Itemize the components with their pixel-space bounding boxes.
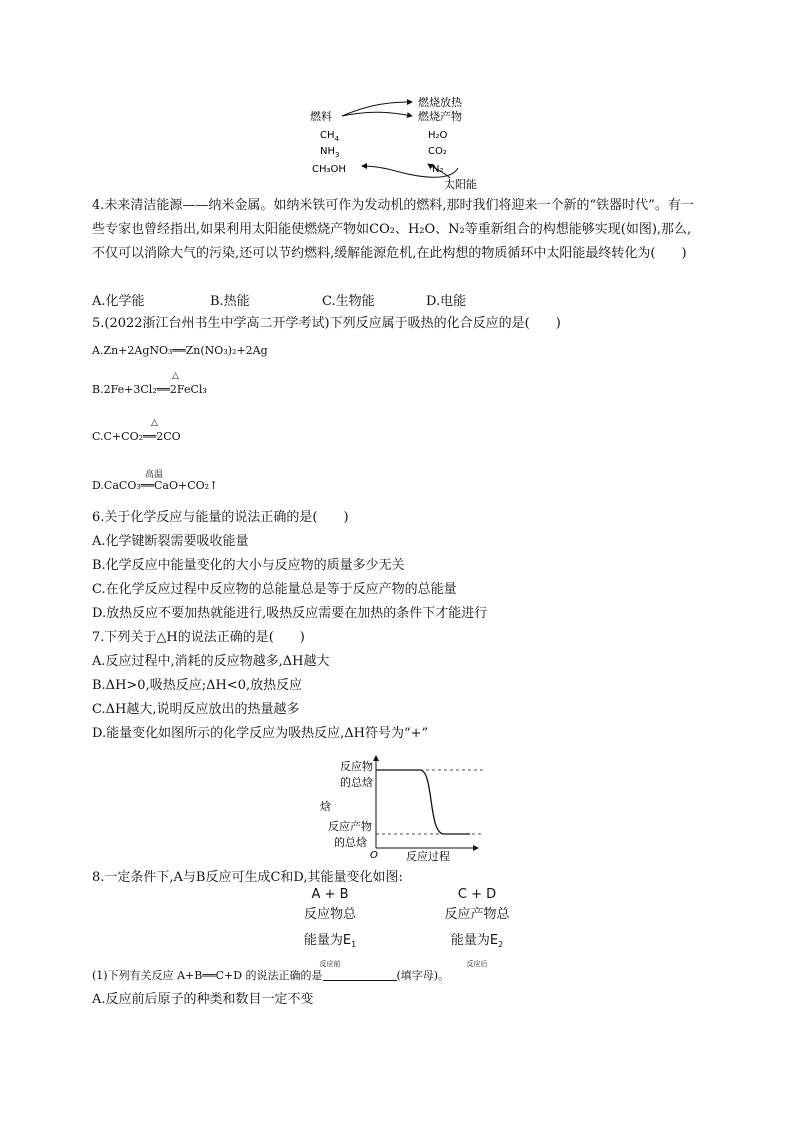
q8-sub1-suffix: (填字母)。 <box>396 969 450 982</box>
q6-option-a[interactable]: A.化学键断裂需要吸收能量 <box>92 534 249 549</box>
question-4: 4.未来清洁能源——纳米金属。如纳米铁可作为发动机的燃料,那时我们将迎来一个新的“铁器时代”。有一些专家也曾经指出,如果利用太阳能使燃烧产物如CO₂、H₂O、N₂等重新组合的构想能够实现(如图),那么,不仅可以消除大气的污染,还可以节约燃料,缓解能源危机,在此构想的物质循环中太阳能最终转化为( ) <box>92 198 694 261</box>
label-ch4: $CH_4$ <box>320 130 339 143</box>
fuel-cycle-figure <box>300 92 500 194</box>
reactant-line1: 反应物总 <box>303 907 356 922</box>
reactant-tag: 反应前 <box>319 960 341 968</box>
q7-option-c[interactable]: C.ΔH越大,说明反应放出的热量越多 <box>92 702 300 717</box>
arrow-to-fuel <box>362 166 458 177</box>
product-label-2: 的总焓 <box>334 836 367 849</box>
label-heat: 燃烧放热 <box>418 96 462 109</box>
label-nh3: $NH_3$ <box>320 146 340 159</box>
reactant-line2: 能量为$E_1$ <box>303 933 357 949</box>
q7-option-b[interactable]: B.ΔH>0,吸热反应;ΔH<0,放热反应 <box>92 678 303 693</box>
q8-sub1-blank[interactable] <box>323 968 397 981</box>
label-n2: N₂ <box>432 164 444 175</box>
q8-sub1-option-a[interactable]: A.反应前后原子的种类和数目一定不变 <box>92 992 314 1007</box>
product-label-1: 反应产物 <box>328 820 372 833</box>
q6-option-c[interactable]: C.在化学反应过程中反应物的总能量总是等于反应产物的总能量 <box>92 582 457 597</box>
x-axis-label: 反应过程 <box>406 850 450 863</box>
reactant-box <box>280 886 380 968</box>
q4-option-b[interactable]: B.热能 <box>210 294 250 309</box>
q4-option-a[interactable]: A.化学能 <box>92 294 145 309</box>
q5-option-a[interactable]: A.Zn+2AgNO₃══Zn(NO₃)₂+2Ag <box>92 344 268 357</box>
label-solar: 太阳能 <box>444 178 477 191</box>
label-ch3oh: CH₃OH <box>312 164 346 175</box>
product-box <box>422 886 532 968</box>
question-5: 5.(2022浙江台州书生中学高二开学考试)下列反应属于吸热的化合反应的是( ) <box>92 316 561 331</box>
reactant-eq: A + B <box>311 887 349 902</box>
q8-sub1-prefix: (1)下列有关反应 A+B══C+D 的说法正确的是 <box>92 969 323 982</box>
question-8: 8.一定条件下,A与B反应可生成C和D,其能量变化如图: <box>92 870 403 885</box>
q8-sub1 <box>92 966 449 986</box>
y-axis-label: 焓 <box>320 800 331 813</box>
label-co2: CO₂ <box>428 146 447 157</box>
product-eq: C + D <box>457 887 497 902</box>
label-fuel: 燃料 <box>310 110 332 123</box>
reactant-label-2: 的总焓 <box>340 776 373 789</box>
q6-option-d[interactable]: D.放热反应不要加热就能进行,吸热反应需要在加热的条件下才能进行 <box>92 606 488 621</box>
energy-curve <box>376 770 470 834</box>
q7-option-d[interactable]: D.能量变化如图所示的化学反应为吸热反应,ΔH符号为“+” <box>92 726 429 741</box>
q4-option-c[interactable]: C.生物能 <box>322 294 375 309</box>
arrow-to-products <box>342 112 412 116</box>
q5-option-d[interactable]: D.CaCO₃══CaO+CO₂↑ <box>92 479 219 492</box>
q4-option-d[interactable]: D.电能 <box>426 294 467 309</box>
question-7: 7.下列关于△H的说法正确的是( ) <box>92 630 305 645</box>
label-h2o: H₂O <box>428 130 448 141</box>
q5-condition-c: △ <box>151 418 158 428</box>
label-products: 燃烧产物 <box>418 110 462 123</box>
energy-diagram <box>312 752 492 864</box>
q7-option-a[interactable]: A.反应过程中,消耗的反应物越多,ΔH越大 <box>92 654 330 669</box>
q6-option-b[interactable]: B.化学反应中能量变化的大小与反应物的质量多少无关 <box>92 558 405 573</box>
product-tag: 反应后 <box>466 960 488 968</box>
question-6: 6.关于化学反应与能量的说法正确的是( ) <box>92 510 349 525</box>
q5-option-b[interactable]: B.2Fe+3Cl₂══2FeCl₃ <box>92 383 207 396</box>
product-line2: 能量为$E_2$ <box>450 933 504 949</box>
product-line1: 反应产物总 <box>444 907 510 922</box>
q5-condition-b: △ <box>172 371 179 381</box>
q5-option-c[interactable]: C.C+CO₂══2CO <box>92 430 181 443</box>
q5-condition-d: 高温 <box>145 470 164 480</box>
origin-label: O <box>370 850 378 861</box>
reactant-label-1: 反应物 <box>340 760 373 773</box>
